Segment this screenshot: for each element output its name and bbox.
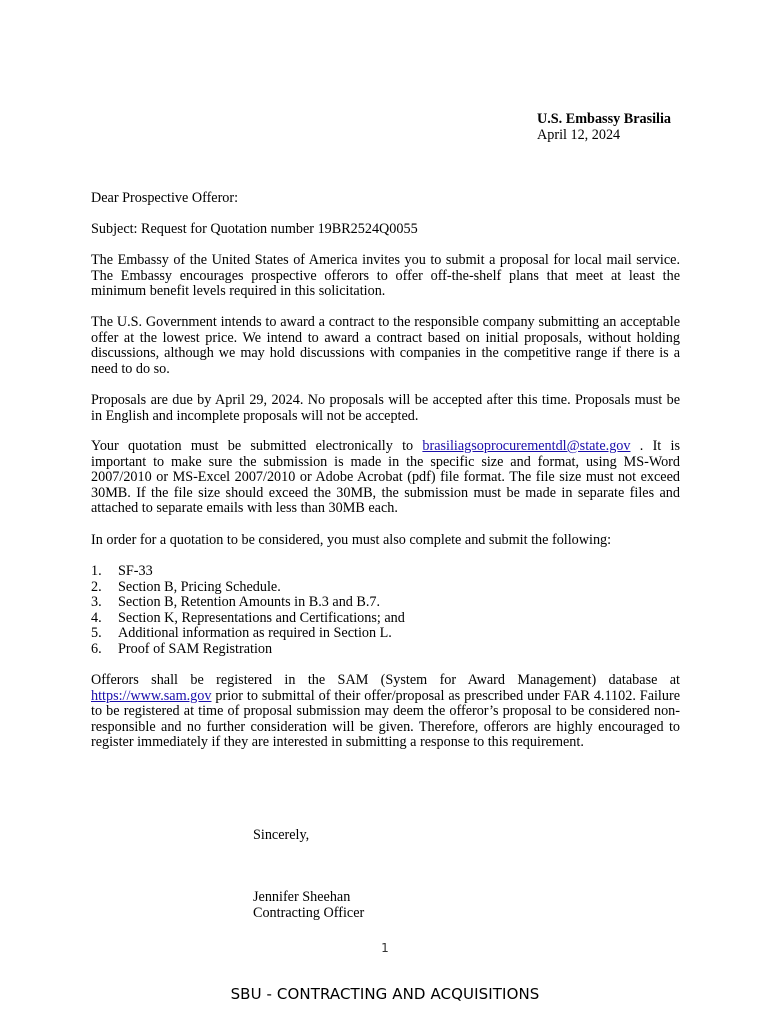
requirements-list	[91, 564, 680, 658]
signature-block	[253, 890, 553, 921]
list-number: 3.	[91, 594, 102, 611]
list-item	[91, 642, 680, 658]
sam-link[interactable]: https://www.sam.gov	[91, 687, 212, 704]
list-number: 2.	[91, 578, 102, 595]
list-text: Section B, Retention Amounts in B.3 and B.7.	[118, 594, 381, 611]
list-number: 4.	[91, 609, 102, 626]
signer-name: Jennifer Sheehan	[253, 889, 351, 905]
paragraph-sam-registration	[91, 673, 680, 751]
list-item	[91, 611, 680, 627]
paragraph-award: The U.S. Government intends to award a contract to the responsible company submitting an acceptable offer at the lowest price. We intend to award a contract based on initial proposals, without holding discussions, although we may hold discussions with companies in the competitive range if there is a need to do so.	[91, 314, 680, 377]
page-number: 1	[381, 941, 389, 955]
list-text: SF-33	[118, 563, 153, 579]
list-item	[91, 626, 680, 642]
list-number: 5.	[91, 625, 102, 642]
list-item	[91, 580, 680, 596]
footer-classification: SBU - CONTRACTING AND ACQUISITIONS	[230, 985, 540, 1003]
sender-name: U.S. Embassy Brasilia	[537, 111, 672, 127]
paragraph-deadline: Proposals are due by April 29, 2024. No proposals will be accepted after this time. Proposals must be in English and incomplete proposals will not be accepted.	[91, 392, 680, 424]
list-number: 6.	[91, 640, 102, 657]
submission-text-rest: . It is important to make sure the submission is made in the specific size and format, using MS-Word 2007/2010 or MS-Excel 2007/2010 or Adobe Acrobat (pdf) file format. The file size must not exceed 30MB. If the file size should exceed the 30MB, the submission must be made in separate files and attached to separate emails with less than 30MB each.	[91, 438, 680, 517]
list-text: Additional information as required in Section L.	[118, 625, 392, 642]
list-item	[91, 595, 680, 611]
submission-text-lead: Your quotation must be submitted electronically to	[91, 438, 423, 454]
paragraph-requirements-intro: In order for a quotation to be considered, you must also complete and submit the following:	[91, 532, 612, 548]
paragraph-invitation: The Embassy of the United States of America invites you to submit a proposal for local mail service. The Embassy encourages prospective offerors to offer off-the-shelf plans that meet at least the minimum benefit levels required in this solicitation.	[91, 252, 680, 300]
list-number: 1.	[91, 563, 102, 579]
letter-date: April 12, 2024	[537, 126, 621, 143]
closing: Sincerely,	[253, 827, 310, 843]
sender-block	[537, 112, 737, 143]
list-text: Section B, Pricing Schedule.	[118, 578, 281, 595]
sam-text-rest: prior to submittal of their offer/proposal as prescribed under FAR 4.1102. Failure to be registered at time of proposal submission may deem the offeror’s proposal to be considered non-responsible and no further consideration will be given. Therefore, offerors are highly encouraged to register immediately if they are interested in submitting a response to this requirement.	[91, 687, 680, 751]
email-link[interactable]: brasiliagsoprocurementdl@state.gov	[422, 438, 631, 454]
salutation: Dear Prospective Offeror:	[91, 190, 239, 206]
list-item	[91, 564, 680, 580]
subject-line: Subject: Request for Quotation number 19BR2524Q0055	[91, 221, 418, 237]
list-text: Proof of SAM Registration	[118, 640, 273, 657]
paragraph-submission	[91, 439, 680, 517]
signer-title: Contracting Officer	[253, 904, 365, 921]
sam-text-lead: Offerors shall be registered in the SAM (System for Award Management) database at	[91, 672, 680, 688]
list-text: Section K, Representations and Certifications; and	[118, 609, 405, 626]
